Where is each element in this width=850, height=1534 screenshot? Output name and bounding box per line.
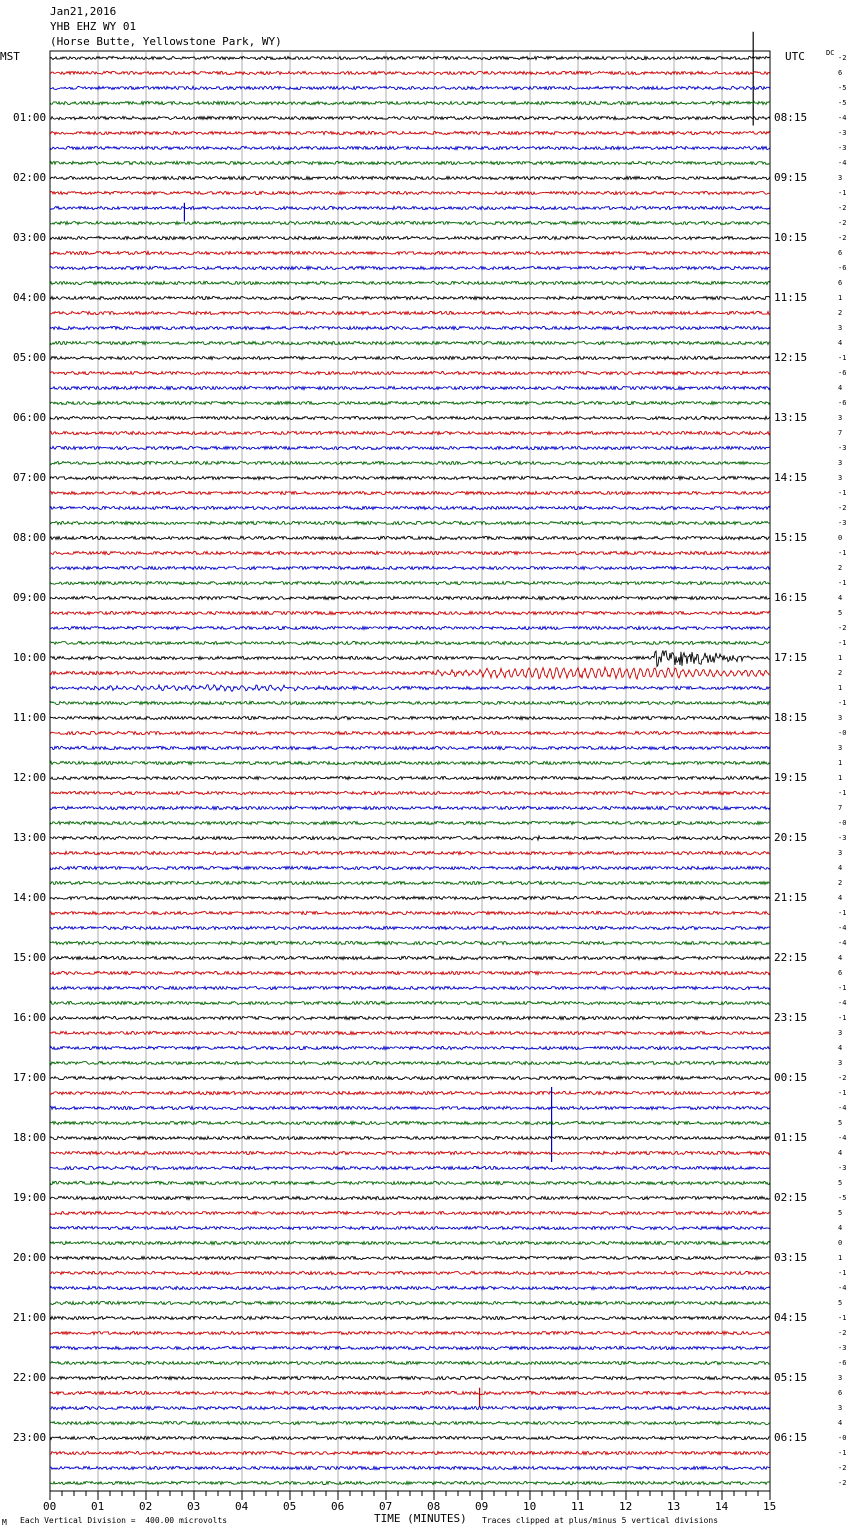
trace-row: [50, 806, 770, 809]
utc-tick-label: 11:15: [774, 291, 808, 304]
mst-tick-label: 04:00: [13, 291, 47, 304]
trace-row: [50, 536, 770, 539]
dc-offset-label: 1: [838, 1254, 843, 1262]
dc-offset-label: -1: [838, 1269, 847, 1277]
dc-offset-label: 0: [838, 1239, 843, 1247]
trace-row: [50, 1016, 770, 1019]
trace-row: [50, 626, 770, 629]
trace-row: [50, 1226, 770, 1229]
dc-offset-label: -5: [838, 84, 847, 92]
dc-offset-label: 5: [838, 1299, 843, 1307]
trace-row: [50, 341, 770, 344]
trace-row: [50, 1181, 770, 1184]
trace-row: [50, 371, 770, 374]
dc-offset-label: -1: [838, 189, 847, 197]
trace-row: [50, 1076, 770, 1079]
utc-tick-label: 10:15: [774, 231, 808, 244]
x-tick-label: 12: [619, 1500, 633, 1513]
dc-offset-label: 4: [838, 339, 843, 347]
trace-row: [50, 326, 770, 329]
x-axis-label: TIME (MINUTES): [374, 1512, 467, 1525]
mst-tick-label: 15:00: [13, 951, 47, 964]
trace-row: [50, 896, 770, 899]
trace-row: [50, 986, 770, 989]
trace-row: [50, 206, 770, 209]
header-station: YHB EHZ WY 01: [50, 20, 137, 33]
dc-offset-label: -4: [838, 1104, 847, 1112]
trace-row: [50, 1376, 770, 1379]
trace-row: [50, 356, 770, 359]
dc-offset-label: -2: [838, 204, 847, 212]
trace-row: [50, 1466, 770, 1469]
trace-row: [50, 596, 770, 599]
dc-offset-label: 3: [838, 1059, 843, 1067]
dc-offset-label: 4: [838, 1149, 843, 1157]
dc-offset-label: -1: [838, 909, 847, 917]
trace-row: [50, 236, 770, 239]
utc-tick-label: 06:15: [774, 1431, 808, 1444]
dc-offset-label: 6: [838, 279, 843, 287]
trace-row: [50, 1031, 770, 1034]
dc-offset-label: -1: [838, 354, 847, 362]
dc-offset-label: 1: [838, 654, 843, 662]
utc-tick-label: 05:15: [774, 1371, 808, 1384]
footer-clip: Traces clipped at plus/minus 5 vertical divisions: [482, 1516, 719, 1525]
trace-row: [50, 1481, 770, 1484]
x-tick-label: 02: [139, 1500, 153, 1513]
dc-offset-label: -6: [838, 1359, 847, 1367]
trace-row: [50, 491, 770, 494]
dc-offset-label: 4: [838, 864, 843, 872]
mst-tick-label: 16:00: [13, 1011, 47, 1024]
trace-row: [50, 650, 770, 666]
trace-row: [50, 1286, 770, 1289]
dc-offset-label: 3: [838, 744, 843, 752]
trace-row: [50, 1136, 770, 1139]
trace-row: [50, 56, 770, 59]
trace-row: [50, 386, 770, 389]
utc-tick-label: 01:15: [774, 1131, 808, 1144]
dc-offset-label: -3: [838, 444, 847, 452]
trace-row: [50, 1301, 770, 1304]
dc-offset-label: 7: [838, 429, 843, 437]
dc-offset-label: 5: [838, 1209, 843, 1217]
mst-tick-label: 08:00: [13, 531, 47, 544]
trace-row: [50, 791, 770, 794]
trace-row: [50, 1151, 770, 1154]
mst-tick-label: 09:00: [13, 591, 47, 604]
trace-row: [50, 716, 770, 719]
trace-row: [50, 1271, 770, 1274]
dc-offset-label: 3: [838, 459, 843, 467]
dc-offset-label: -4: [838, 1134, 847, 1142]
dc-offset-label: -3: [838, 129, 847, 137]
dc-offset-label: -2: [838, 1479, 847, 1487]
dc-offset-label: -4: [838, 114, 847, 122]
dc-offset-label: 6: [838, 69, 843, 77]
dc-offset-label: 3: [838, 714, 843, 722]
x-tick-label: 04: [235, 1500, 249, 1513]
trace-row: [50, 1196, 770, 1199]
mst-tick-label: 06:00: [13, 411, 47, 424]
mst-tick-label: 19:00: [13, 1191, 47, 1204]
trace-row: [50, 446, 770, 449]
mst-tick-label: 23:00: [13, 1431, 47, 1444]
mst-tick-label: 20:00: [13, 1251, 47, 1264]
footer-division: Each Vertical Division = 400.00 microvolts: [20, 1516, 228, 1525]
dc-offset-label: -1: [838, 489, 847, 497]
mst-tick-label: 10:00: [13, 651, 47, 664]
dc-offset-label: 1: [838, 774, 843, 782]
dc-offset-label: 4: [838, 384, 843, 392]
dc-offset-label: -1: [838, 699, 847, 707]
trace-row: [50, 266, 770, 269]
dc-offset-label: -1: [838, 579, 847, 587]
dc-offset-label: -1: [838, 549, 847, 557]
dc-offset-label: 1: [838, 294, 843, 302]
trace-row: [50, 1406, 770, 1409]
dc-offset-label: -2: [838, 54, 847, 62]
dc-offset-label: 3: [838, 1029, 843, 1037]
dc-offset-label: 2: [838, 879, 843, 887]
trace-row: [50, 866, 770, 869]
dc-offset-label: 7: [838, 804, 843, 812]
trace-row: [50, 116, 770, 119]
dc-offset-label: 4: [838, 1224, 843, 1232]
dc-offset-label: -3: [838, 519, 847, 527]
dc-offset-label: -2: [838, 1329, 847, 1337]
dc-offset-label: -6: [838, 264, 847, 272]
trace-row: [50, 685, 770, 692]
utc-tick-label: 09:15: [774, 171, 808, 184]
trace-row: [50, 1241, 770, 1244]
trace-row: [50, 1346, 770, 1349]
dc-offset-label: 4: [838, 1044, 843, 1052]
dc-offset-label: 4: [838, 954, 843, 962]
trace-row: [50, 611, 770, 614]
dc-offset-label: -1: [838, 639, 847, 647]
utc-tick-label: 20:15: [774, 831, 808, 844]
utc-tick-label: 19:15: [774, 771, 808, 784]
trace-row: [50, 1256, 770, 1259]
trace-row: [50, 1121, 770, 1124]
dc-offset-label: 3: [838, 1374, 843, 1382]
dc-offset-label: 6: [838, 969, 843, 977]
trace-row: [50, 416, 770, 419]
trace-row: [50, 221, 770, 224]
dc-offset-label: -4: [838, 1284, 847, 1292]
trace-row: [50, 701, 770, 704]
dc-offset-label: -1: [838, 1449, 847, 1457]
x-tick-label: 09: [475, 1500, 489, 1513]
mst-tick-label: 11:00: [13, 711, 47, 724]
dc-offset-label: 2: [838, 564, 843, 572]
utc-tick-label: 21:15: [774, 891, 808, 904]
utc-tick-label: 15:15: [774, 531, 808, 544]
mst-tick-label: 17:00: [13, 1071, 47, 1084]
mst-tick-label: 01:00: [13, 111, 47, 124]
dc-label: DC: [826, 49, 835, 57]
utc-tick-label: 00:15: [774, 1071, 808, 1084]
dc-offset-label: 3: [838, 324, 843, 332]
dc-offset-label: -0: [838, 1434, 847, 1442]
dc-offset-label: 4: [838, 894, 843, 902]
x-tick-label: 01: [91, 1500, 105, 1513]
utc-tick-label: 08:15: [774, 111, 808, 124]
trace-row: [50, 401, 770, 404]
dc-offset-label: -0: [838, 729, 847, 737]
trace-row: [50, 581, 770, 584]
x-axis: [50, 1491, 770, 1500]
dc-offset-label: -2: [838, 1074, 847, 1082]
utc-tick-label: 04:15: [774, 1311, 808, 1324]
utc-tick-label: 12:15: [774, 351, 808, 364]
trace-row: [50, 1421, 770, 1424]
dc-offset-label: -3: [838, 834, 847, 842]
utc-tick-label: 14:15: [774, 471, 808, 484]
trace-row: [50, 1001, 770, 1004]
dc-offset-label: 5: [838, 1119, 843, 1127]
dc-offset-label: 3: [838, 474, 843, 482]
dc-offset-label: -2: [838, 504, 847, 512]
utc-tick-label: 22:15: [774, 951, 808, 964]
trace-row: [50, 311, 770, 314]
dc-offset-label: 4: [838, 1419, 843, 1427]
trace-row: [50, 731, 770, 734]
dc-offset-label: 5: [838, 609, 843, 617]
trace-row: [50, 191, 770, 194]
utc-tick-label: 03:15: [774, 1251, 808, 1264]
utc-tick-label: 02:15: [774, 1191, 808, 1204]
x-tick-label: 15: [763, 1500, 777, 1513]
mst-tick-label: 13:00: [13, 831, 47, 844]
dc-offset-label: -2: [838, 1464, 847, 1472]
dc-offset-label: -3: [838, 1344, 847, 1352]
dc-offset-label: -4: [838, 999, 847, 1007]
trace-row: [50, 131, 770, 134]
trace-row: [50, 1316, 770, 1319]
x-tick-label: 08: [427, 1500, 441, 1513]
utc-tick-label: 13:15: [774, 411, 808, 424]
dc-offset-label: -1: [838, 1314, 847, 1322]
dc-offset-label: -6: [838, 399, 847, 407]
trace-row: [50, 761, 770, 764]
dc-offset-label: -1: [838, 1089, 847, 1097]
trace-row: [50, 1451, 770, 1454]
trace-row: [50, 971, 770, 974]
trace-row: [50, 281, 770, 284]
dc-offset-label: -6: [838, 369, 847, 377]
mst-tick-label: 22:00: [13, 1371, 47, 1384]
trace-row: [50, 296, 770, 299]
trace-row: [50, 881, 770, 884]
trace-row: [50, 667, 770, 679]
mst-tick-label: 14:00: [13, 891, 47, 904]
trace-row: [50, 1331, 770, 1334]
dc-offset-label: 4: [838, 594, 843, 602]
x-tick-label: 07: [379, 1500, 393, 1513]
trace-row: [50, 161, 770, 164]
x-tick-label: 14: [715, 1500, 729, 1513]
dc-offset-label: 0: [838, 534, 843, 542]
trace-row: [50, 251, 770, 254]
trace-row: [50, 1436, 770, 1439]
mst-tick-label: 05:00: [13, 351, 47, 364]
trace-row: [50, 146, 770, 149]
trace-row: [50, 1211, 770, 1214]
trace-row: [50, 1046, 770, 1049]
dc-offset-label: -2: [838, 234, 847, 242]
mst-label: MST: [0, 50, 20, 63]
mst-tick-label: 21:00: [13, 1311, 47, 1324]
dc-offset-label: 6: [838, 249, 843, 257]
dc-offset-label: 1: [838, 684, 843, 692]
trace-row: [50, 86, 770, 89]
trace-row: [50, 176, 770, 179]
footer-mark: M: [2, 1518, 7, 1527]
dc-offset-label: -1: [838, 789, 847, 797]
trace-row: [50, 821, 770, 824]
dc-offset-label: -4: [838, 159, 847, 167]
trace-row: [50, 956, 770, 959]
trace-row: [50, 1061, 770, 1064]
trace-row: [50, 1361, 770, 1364]
dc-offset-label: 2: [838, 309, 843, 317]
traces: [50, 32, 770, 1485]
dc-offset-label: -1: [838, 1014, 847, 1022]
dc-offset-label: -4: [838, 924, 847, 932]
dc-offset-label: 3: [838, 849, 843, 857]
dc-offset-label: -0: [838, 819, 847, 827]
utc-tick-label: 18:15: [774, 711, 808, 724]
dc-offset-label: -5: [838, 99, 847, 107]
trace-row: [50, 1166, 770, 1169]
mst-tick-label: 07:00: [13, 471, 47, 484]
grid-lines: [50, 51, 770, 1491]
mst-tick-label: 03:00: [13, 231, 47, 244]
utc-label: UTC: [785, 50, 805, 63]
utc-tick-label: 16:15: [774, 591, 808, 604]
trace-row: [50, 551, 770, 554]
dc-offset-label: 2: [838, 669, 843, 677]
trace-row: [50, 851, 770, 854]
trace-row: [50, 911, 770, 914]
mst-tick-label: 12:00: [13, 771, 47, 784]
trace-row: [50, 746, 770, 749]
trace-row: [50, 521, 770, 524]
dc-offset-label: 1: [838, 759, 843, 767]
trace-row: [50, 926, 770, 929]
trace-row: [50, 476, 770, 479]
trace-row: [50, 836, 770, 840]
dc-offset-label: -2: [838, 219, 847, 227]
x-tick-label: 03: [187, 1500, 201, 1513]
dc-offset-label: 3: [838, 414, 843, 422]
x-tick-label: 05: [283, 1500, 297, 1513]
dc-offset-label: -3: [838, 144, 847, 152]
dc-offset-label: 3: [838, 174, 843, 182]
dc-offset-label: -5: [838, 1194, 847, 1202]
trace-row: [50, 776, 770, 779]
plot-frame: [50, 51, 770, 1491]
dc-offset-label: -1: [838, 984, 847, 992]
trace-row: [50, 1091, 770, 1094]
utc-tick-label: 23:15: [774, 1011, 808, 1024]
x-tick-label: 00: [43, 1500, 57, 1513]
dc-offset-label: -4: [838, 939, 847, 947]
x-tick-label: 13: [667, 1500, 681, 1513]
header-date: Jan21,2016: [50, 5, 117, 18]
trace-row: [50, 941, 770, 944]
dc-offset-label: 6: [838, 1389, 843, 1397]
trace-row: [50, 641, 770, 644]
dc-offset-label: -2: [838, 624, 847, 632]
x-tick-label: 10: [523, 1500, 537, 1513]
mst-tick-label: 18:00: [13, 1131, 47, 1144]
trace-row: [50, 101, 770, 104]
x-tick-label: 06: [331, 1500, 345, 1513]
trace-row: [50, 1391, 770, 1394]
x-tick-label: 11: [571, 1500, 585, 1513]
header-location: (Horse Butte, Yellowstone Park, WY): [50, 35, 282, 48]
dc-offset-label: 5: [838, 1179, 843, 1187]
mst-tick-label: 02:00: [13, 171, 47, 184]
trace-row: [50, 431, 770, 434]
trace-row: [50, 1106, 770, 1109]
trace-row: [50, 506, 770, 509]
dc-offset-label: -3: [838, 1164, 847, 1172]
dc-offset-label: 3: [838, 1404, 843, 1412]
utc-tick-label: 17:15: [774, 651, 808, 664]
trace-row: [50, 71, 770, 74]
trace-row: [50, 461, 770, 464]
trace-row: [50, 566, 770, 569]
